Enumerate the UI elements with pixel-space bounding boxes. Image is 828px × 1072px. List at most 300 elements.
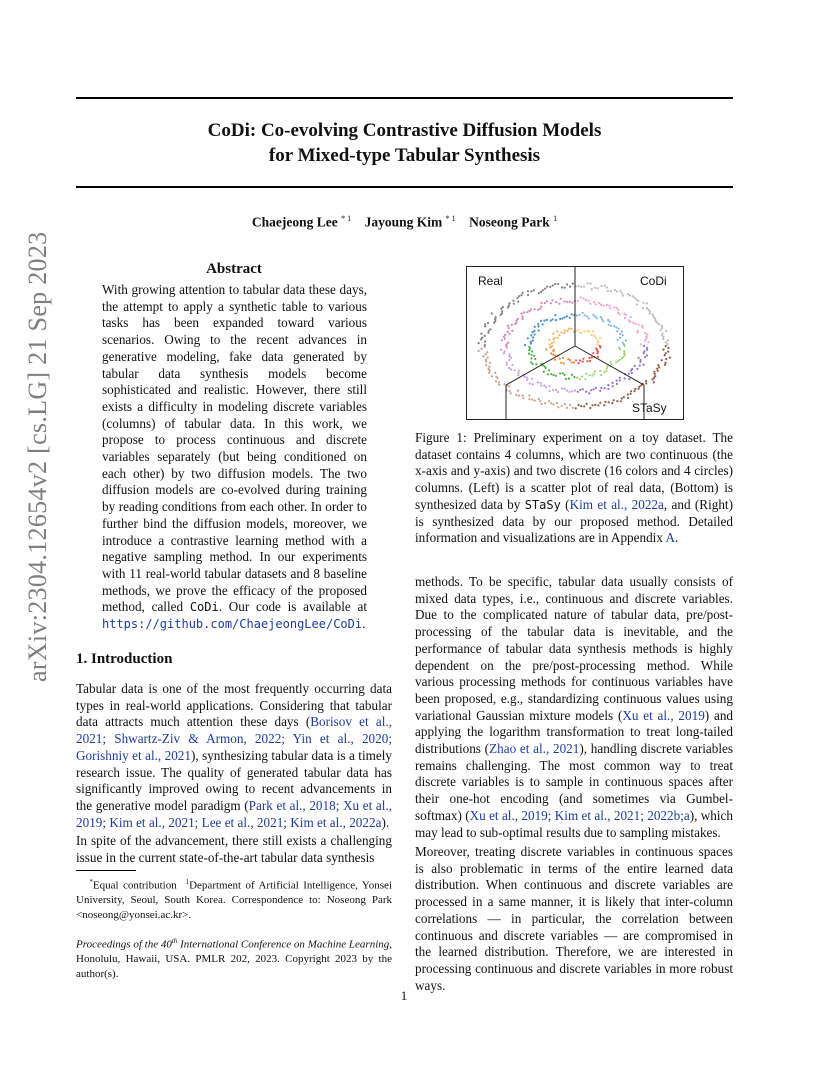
scatter-point [537, 381, 539, 383]
scatter-point [580, 286, 582, 288]
scatter-point [532, 363, 534, 365]
scatter-point [623, 343, 625, 345]
scatter-point [537, 323, 539, 325]
scatter-point [582, 312, 584, 314]
scatter-point [531, 398, 533, 400]
scatter-point [638, 324, 640, 326]
scatter-point [603, 404, 605, 406]
scatter-point [520, 294, 522, 296]
scatter-point [616, 330, 618, 332]
scatter-point [484, 323, 486, 325]
figure-caption: Figure 1: Preliminary experiment on a toy dataset. The dataset contains 4 columns, which are two continuous (the x-axis and y-axis) and two discrete (16 colors and 4 circles) columns. (Left) is a scatter plot of real data, (Bottom) is synthesized data by STaSy (Kim et al., 2022a, and (Right) is synthesized data by our proposed method. Detailed information and visualizations are in Appendix A. [415, 430, 733, 546]
scatter-point [621, 397, 623, 399]
footnote-rule [76, 870, 136, 871]
scatter-point [540, 320, 542, 322]
scatter-point [566, 390, 568, 392]
scatter-point [537, 309, 539, 311]
scatter-point [533, 355, 535, 357]
scatter-point [503, 383, 505, 385]
scatter-point [597, 344, 599, 346]
scatter-point [615, 361, 617, 363]
scatter-point [564, 287, 566, 289]
scatter-point [590, 389, 592, 391]
scatter-point [621, 292, 623, 294]
scatter-point [570, 328, 572, 330]
scatter-point [608, 305, 610, 307]
scatter-point [586, 403, 588, 405]
scatter-point [602, 320, 604, 322]
scatter-point [558, 334, 560, 336]
scatter-point [485, 361, 487, 363]
scatter-point [618, 328, 620, 330]
scatter-point [589, 303, 591, 305]
scatter-point [599, 402, 601, 404]
author-name: Noseong Park [469, 214, 550, 230]
figure-1 [466, 266, 684, 420]
scatter-point [588, 331, 590, 333]
scatter-point [597, 404, 599, 406]
scatter-point [657, 322, 659, 324]
code-link[interactable]: https://github.com/ChaejeongLee/CoDi [102, 617, 363, 632]
scatter-point [600, 387, 602, 389]
scatter-point [552, 318, 554, 320]
scatter-point [644, 332, 646, 334]
scatter-point [596, 317, 598, 319]
scatter-point [615, 326, 617, 328]
scatter-point [551, 342, 553, 344]
scatter-point [563, 332, 565, 334]
scatter-point [607, 319, 609, 321]
scatter-point [555, 389, 557, 391]
scatter-point [517, 318, 519, 320]
scatter-point [522, 395, 524, 397]
scatter-point [508, 353, 510, 355]
scatter-point [561, 286, 563, 288]
scatter-point [621, 357, 623, 359]
scatter-point [644, 356, 646, 358]
scatter-point [484, 340, 486, 342]
scatter-point [619, 359, 621, 361]
scatter-point [501, 310, 503, 312]
scatter-point [540, 302, 542, 304]
citation-link[interactable]: Kim et al., 2022a [569, 496, 664, 512]
scatter-point [639, 361, 641, 363]
citation-link[interactable]: Borisov et al., 2021; Shwartz-Ziv & Armon, 2022; Yin et al., 2020; Gorishniy et al., 2021 [76, 714, 392, 763]
scatter-point [507, 325, 509, 327]
scatter-point [564, 388, 566, 390]
scatter-point [502, 306, 504, 308]
scatter-point [588, 357, 590, 359]
scatter-point [667, 339, 669, 341]
citation-link[interactable]: Zhao et al., 2021 [489, 741, 580, 757]
scatter-point [552, 389, 554, 391]
scatter-point [637, 330, 639, 332]
scatter-point [608, 401, 610, 403]
scatter-point [495, 316, 497, 318]
right-paragraph-1: methods. To be specific, tabular data usually consists of mixed data types, i.e., continuous and discrete variables. Due to the complicated nature of tabular data, pre/post-processing of the tabular data is inevitable, and the performance of tabular data synthesis methods is highly dependent on the pre/post-processing method. While various processing methods for continuous variables have been proposed, e.g., standardizing continuous values using variational Gaussian mixture models (Xu et al., 2019) and applying the logarithm transformation to treat long-tailed distributions (Zhao et al., 2021), handling discrete variables remains challenging. The most common way to treat discrete variables is to sample in continuous spaces after their one-hot encoding (and sometimes via Gumbel-softmax) (Xu et al., 2019; Kim et al., 2021; 2022b;a), which may lead to sub-optimal results due to sampling mistakes. [415, 574, 734, 840]
scatter-point [534, 333, 536, 335]
scatter-point [665, 345, 667, 347]
scatter-point [638, 386, 640, 388]
scatter-point [506, 343, 508, 345]
scatter-point [661, 359, 663, 361]
scatter-point [617, 309, 619, 311]
scatter-point [669, 357, 671, 359]
scatter-point [538, 292, 540, 294]
scatter-point [523, 311, 525, 313]
scatter-point [630, 370, 632, 372]
scatter-point [508, 327, 510, 329]
scatter-point [555, 319, 557, 321]
scatter-point [604, 285, 606, 287]
scatter-point [540, 305, 542, 307]
citation-link[interactable]: Xu et al., 2019; Kim et al., 2021; 2022b;a [469, 807, 690, 823]
scatter-point [506, 364, 508, 366]
scatter-point [645, 338, 647, 340]
scatter-point [561, 405, 563, 407]
scatter-point [552, 403, 554, 405]
scatter-point [624, 377, 626, 379]
scatter-point [552, 333, 554, 335]
scatter-point [530, 357, 532, 359]
scatter-point [633, 390, 635, 392]
author-list [76, 214, 733, 231]
scatter-point [518, 295, 520, 297]
scatter-point [546, 319, 548, 321]
scatter-point [609, 307, 611, 309]
scatter-point [522, 397, 524, 399]
scatter-point [625, 314, 627, 316]
scatter-point [604, 371, 606, 373]
scatter-point [661, 325, 663, 327]
scatter-point [487, 356, 489, 358]
scatter-point [623, 350, 625, 352]
scatter-point [527, 290, 529, 292]
scatter-point [646, 336, 648, 338]
scatter-point [554, 283, 556, 285]
scatter-point [612, 382, 614, 384]
scatter-point [560, 362, 562, 364]
scatter-point [665, 341, 667, 343]
scatter-point [549, 343, 551, 345]
scatter-point [550, 320, 552, 322]
scatter-point [528, 398, 530, 400]
scatter-point [534, 358, 536, 360]
scatter-point [554, 314, 556, 316]
scatter-point [594, 370, 596, 372]
scatter-point [564, 329, 566, 331]
scatter-point [538, 398, 540, 400]
scatter-point [630, 393, 632, 395]
scatter-point [657, 370, 659, 372]
scatter-point [487, 322, 489, 324]
scatter-point [586, 315, 588, 317]
scatter-point [515, 394, 517, 396]
scatter-point [569, 317, 571, 319]
scatter-point [646, 349, 648, 351]
scatter-point [614, 289, 616, 291]
scatter-point [550, 402, 552, 404]
scatter-point [590, 334, 592, 336]
scatter-point [539, 400, 541, 402]
scatter-point [510, 368, 512, 370]
scatter-point [576, 315, 578, 317]
scatter-point [568, 378, 570, 380]
scatter-point [582, 388, 584, 390]
scatter-point [517, 372, 519, 374]
scatter-point [594, 404, 596, 406]
scatter-point [528, 310, 530, 312]
scatter-point [577, 404, 579, 406]
scatter-point [640, 384, 642, 386]
scatter-point [571, 302, 573, 304]
scatter-point [613, 325, 615, 327]
scatter-point [566, 330, 568, 332]
scatter-point [623, 352, 625, 354]
scatter-point [661, 327, 663, 329]
scatter-point [613, 306, 615, 308]
scatter-point [487, 368, 489, 370]
scatter-point [580, 332, 582, 334]
scatter-point [606, 367, 608, 369]
scatter-point [488, 372, 490, 374]
scatter-point [538, 330, 540, 332]
scatter-point [566, 301, 568, 303]
scatter-point [592, 314, 594, 316]
scatter-point [515, 321, 517, 323]
scatter-point [489, 328, 491, 330]
scatter-point [571, 374, 573, 376]
scatter-point [573, 362, 575, 364]
scatter-point [623, 313, 625, 315]
scatter-point [588, 300, 590, 302]
scatter-point [530, 334, 532, 336]
scatter-point [639, 365, 641, 367]
scatter-point [646, 354, 648, 356]
scatter-point [583, 286, 585, 288]
scatter-point [480, 333, 482, 335]
scatter-point [494, 318, 496, 320]
scatter-point [494, 320, 496, 322]
scatter-point [601, 285, 603, 287]
scatter-point [506, 361, 508, 363]
scatter-point [512, 300, 514, 302]
scatter-point [622, 295, 624, 297]
scatter-point [591, 374, 593, 376]
scatter-point [543, 365, 545, 367]
scatter-point [540, 291, 542, 293]
scatter-point [607, 290, 609, 292]
scatter-point [534, 400, 536, 402]
citation-link[interactable]: Park et al., 2018; Xu et al., 2019; Kim et al., 2021; Lee et al., 2021; Kim et al., 2022a [76, 797, 392, 830]
scatter-point [554, 359, 556, 361]
scatter-point [483, 355, 485, 357]
scatter-point [537, 325, 539, 327]
scatter-point [533, 289, 535, 291]
scatter-point [534, 326, 536, 328]
scatter-point [591, 404, 593, 406]
scatter-point [504, 338, 506, 340]
scatter-point [498, 381, 500, 383]
scatter-point [575, 359, 577, 361]
scatter-point [508, 359, 510, 361]
page-number: 1 [400, 988, 408, 1003]
scatter-point [573, 376, 575, 378]
scatter-point [557, 337, 559, 339]
scatter-point [501, 312, 503, 314]
scatter-point [559, 372, 561, 374]
scatter-point [606, 304, 608, 306]
scatter-point [569, 404, 571, 406]
scatter-point [627, 393, 629, 395]
scatter-point [578, 362, 580, 364]
scatter-point [619, 377, 621, 379]
scatter-point [551, 299, 553, 301]
scatter-point [550, 302, 552, 304]
scatter-point [629, 321, 631, 323]
scatter-point [507, 331, 509, 333]
scatter-point [583, 330, 585, 332]
scatter-point [491, 312, 493, 314]
scatter-point [602, 305, 604, 307]
scatter-point [593, 388, 595, 390]
scatter-point [611, 402, 613, 404]
scatter-point [604, 401, 606, 403]
appendix-link[interactable]: A [665, 530, 676, 546]
scatter-point [554, 337, 556, 339]
scatter-point [588, 392, 590, 394]
scatter-point [598, 302, 600, 304]
scatter-point [543, 371, 545, 373]
scatter-point [583, 298, 585, 300]
scatter-point [664, 362, 666, 364]
label-codi: CoDi [640, 274, 667, 288]
author-marks: 1 [553, 214, 558, 223]
scatter-point [600, 316, 602, 318]
scatter-point [555, 375, 557, 377]
scatter-point [617, 339, 619, 341]
scatter-point [643, 364, 645, 366]
scatter-point [619, 348, 621, 350]
scatter-point [543, 320, 545, 322]
scatter-point [556, 330, 558, 332]
scatter-point [551, 345, 553, 347]
scatter-point [550, 352, 552, 354]
scatter-point [585, 299, 587, 301]
scatter-point [526, 377, 528, 379]
scatter-point [510, 357, 512, 359]
citation-link[interactable]: Xu et al., 2019 [622, 707, 705, 723]
scatter-point [637, 300, 639, 302]
scatter-point [544, 302, 546, 304]
scatter-point [577, 285, 579, 287]
scatter-point [653, 371, 655, 373]
scatter-point [584, 378, 586, 380]
scatter-point [511, 364, 513, 366]
scatter-point [543, 384, 545, 386]
scatter-point [555, 301, 557, 303]
scatter-point [589, 360, 591, 362]
scatter-point [642, 327, 644, 329]
scatter-point [605, 370, 607, 372]
scatter-point [524, 344, 526, 346]
scatter-point [485, 364, 487, 366]
scatter-point [488, 330, 490, 332]
scatter-point [646, 334, 648, 336]
scatter-point [595, 387, 597, 389]
scatter-point [664, 354, 666, 356]
scatter-point [562, 317, 564, 319]
scatter-point [662, 336, 664, 338]
scatter-point [564, 316, 566, 318]
scatter-point [619, 333, 621, 335]
scatter-point [592, 352, 594, 354]
scatter-point [599, 346, 601, 348]
footnote-proceedings: Proceedings of the 40th International Conference on Machine Learning, Honolulu, Hawaii, USA. PMLR 202, 2023. Copyright 2023 by the author(s). [76, 937, 393, 980]
scatter-point [658, 366, 660, 368]
scatter-point [599, 390, 601, 392]
scatter-point [580, 405, 582, 407]
scatter-point [658, 324, 660, 326]
scatter-point [549, 390, 551, 392]
scatter-point [642, 307, 644, 309]
scatter-point [562, 372, 564, 374]
scatter-point [552, 284, 554, 286]
scatter-point [484, 344, 486, 346]
scatter-point [638, 388, 640, 390]
scatter-point [539, 308, 541, 310]
scatter-point [516, 297, 518, 299]
scatter-point [585, 373, 587, 375]
scatter-point [644, 340, 646, 342]
scatter-point [594, 287, 596, 289]
scatter-point [530, 308, 532, 310]
label-stasy: STaSy [632, 401, 667, 415]
scatter-point [508, 305, 510, 307]
scatter-point [533, 308, 535, 310]
scatter-point [576, 377, 578, 379]
scatter-point [568, 328, 570, 330]
scatter-point [544, 288, 546, 290]
scatter-point [549, 286, 551, 288]
scatter-point [530, 354, 532, 356]
scatter-point [494, 372, 496, 374]
scatter-point [594, 316, 596, 318]
scatter-point [620, 400, 622, 402]
method-name: CoDi [189, 600, 219, 615]
scatter-point [623, 396, 625, 398]
scatter-point [621, 331, 623, 333]
scatter-point [593, 301, 595, 303]
scatter-point [518, 370, 520, 372]
scatter-point [526, 311, 528, 313]
scatter-point [563, 374, 565, 376]
scatter-point [557, 406, 559, 408]
scatter-point [484, 325, 486, 327]
scatter-point [579, 359, 581, 361]
scatter-point [636, 332, 638, 334]
scatter-point [532, 383, 534, 385]
author-marks: * 1 [445, 214, 456, 223]
scatter-point [597, 352, 599, 354]
scatter-point [562, 357, 564, 359]
scatter-point [619, 379, 621, 381]
scatter-point [599, 337, 601, 339]
scatter-point [588, 374, 590, 376]
scatter-point [553, 374, 555, 376]
right-paragraph-2: Moreover, treating discrete variables in continuous spaces is also problematic in terms of the entire learned data distribution. When continuous and discrete variables are processed in a same manner, it is likely that inter-column correlations — in particular, the correlation between continuous and discrete variables — are compromised in the learned distribution. Therefore, we are interested in processing continuous and discrete variables in more robust ways. [415, 844, 733, 993]
scatter-point [559, 318, 561, 320]
